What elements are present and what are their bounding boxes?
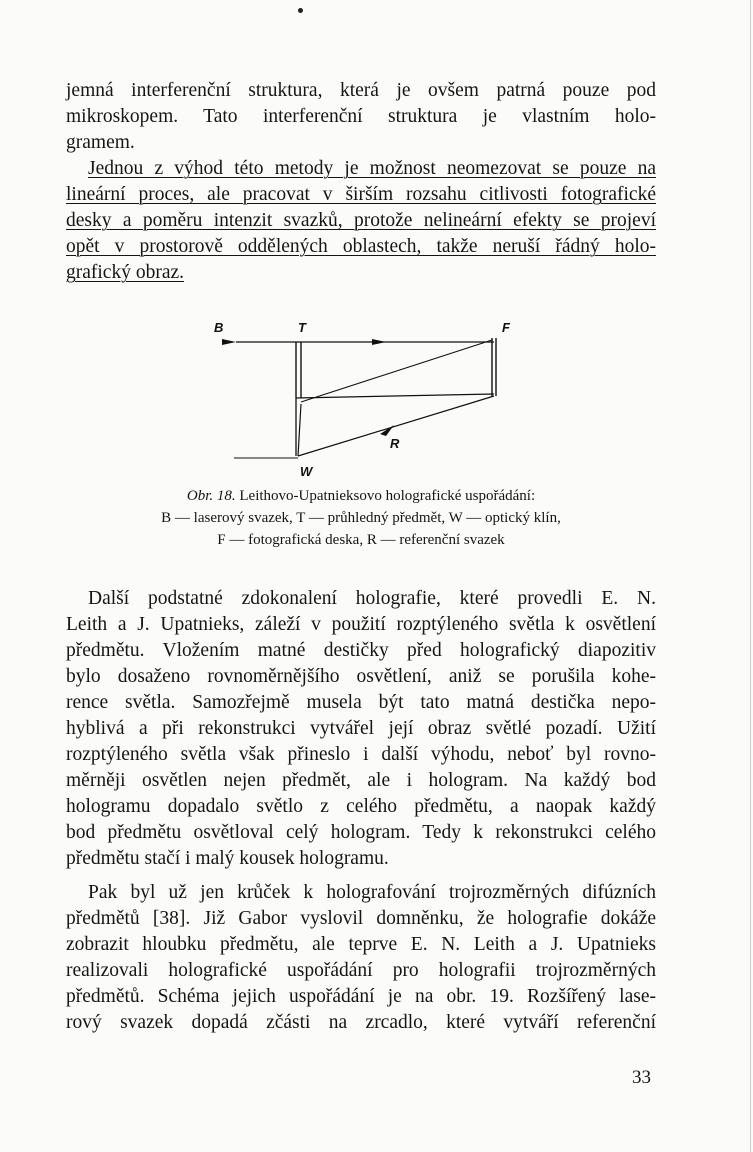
text-line: mikroskopem. Tato interferenční struktura je vlastním holo- xyxy=(66,106,656,127)
figure-caption xyxy=(66,485,656,551)
text-line: realizovali holografické uspořádání pro holografii trojrozměrných xyxy=(66,960,656,981)
label-r: R xyxy=(390,436,400,451)
text-line: desky a poměru intenzit svazků, protože nelineární efekty se projeví xyxy=(66,210,656,231)
label-w: W xyxy=(300,464,313,479)
text-line: měrněji osvětlen nejen předmět, ale i hologram. Na každý bod xyxy=(66,770,656,791)
figure-holography-setup xyxy=(200,316,540,486)
text-line: předmětu stačí i malý kousek hologramu. xyxy=(66,848,389,869)
caption-line-1 xyxy=(66,485,656,507)
text-line: rový svazek dopadá zčásti na zrcadlo, které vytváří referenční xyxy=(66,1012,656,1033)
text-line: předmětů [38]. Již Gabor vyslovil domněnku, že holografie dokáže xyxy=(66,908,656,929)
text-line: grafický obraz. xyxy=(66,262,185,283)
text-line: bylo dosaženo rovnoměrnějšího osvětlení, aniž se porušila kohe- xyxy=(66,666,656,687)
text-line: hologramu dopadalo světlo z celého předmětu, a naopak každý xyxy=(66,796,656,817)
text-line: zobrazit hloubku předmětu, ale teprve E. N. Leith a J. Upatnieks xyxy=(66,934,656,955)
caption-line-2: B — laserový svazek, T — průhledný předmět, W — optický klín, xyxy=(161,510,561,526)
text-line: gramem. xyxy=(66,132,135,153)
text-line: rence světla. Samozřejmě musela být tato matná destička nepo- xyxy=(66,692,656,713)
text-line: lineární proces, ale pracovat v širším rozsahu citlivosti fotografické xyxy=(66,184,656,205)
text-line: bod předmětu osvětloval celý hologram. Tedy k rekonstrukci celého xyxy=(66,822,656,843)
text-line: Jednou z výhod této metody je možnost neomezovat se pouze na xyxy=(88,158,656,179)
paragraph-3 xyxy=(66,586,656,872)
label-f: F xyxy=(502,320,510,335)
text-line: opět v prostorově oddělených oblastech, takže neruší řádný holo- xyxy=(66,236,656,257)
text-line: Leith a J. Upatnieks, záleží v použití rozptýleného světla k osvětlení xyxy=(66,614,656,635)
page-number: 33 xyxy=(632,1067,651,1088)
paragraph-2 xyxy=(66,156,656,286)
text-line: hyblivá a při rekonstrukci vytvářel její obraz světlé pozadí. Užití xyxy=(66,718,656,739)
arrow-right-icon xyxy=(372,339,386,345)
caption-title: Leithovo-Upatnieksovo holografické uspořádání: xyxy=(239,488,536,504)
arrow-right-icon xyxy=(222,339,236,345)
beam-line xyxy=(301,340,492,402)
text-line: Pak byl už jen krůček k holografování trojrozměrných difúzních xyxy=(88,882,656,903)
text-line: Další podstatné zdokonalení holografie, které provedli E. N. xyxy=(88,588,656,609)
label-t: T xyxy=(298,320,306,335)
text-line: jemná interferenční struktura, která je ovšem patrná pouze pod xyxy=(66,80,656,101)
text-line: rozptýleného světla však přineslo i další výhodu, neboť byl rovno- xyxy=(66,744,656,765)
figure-ref: Obr. 18. xyxy=(186,488,236,504)
label-b: B xyxy=(214,320,224,335)
figure-diagram xyxy=(200,316,540,486)
text-line: předmětů. Schéma jejich uspořádání je na obr. 19. Rozšířený lase- xyxy=(66,986,656,1007)
caption-line-3: F — fotografická deska, R — referenční svazek xyxy=(217,532,505,548)
paragraph-4 xyxy=(66,880,656,1036)
optical-wedge xyxy=(298,404,301,456)
object-beam-line xyxy=(296,394,494,398)
paragraph-1 xyxy=(66,78,656,156)
scan-edge xyxy=(750,0,751,1152)
page-mark xyxy=(298,8,303,13)
text-line: předmětu. Vložením matné destičky před holografický diapozitiv xyxy=(66,640,656,661)
